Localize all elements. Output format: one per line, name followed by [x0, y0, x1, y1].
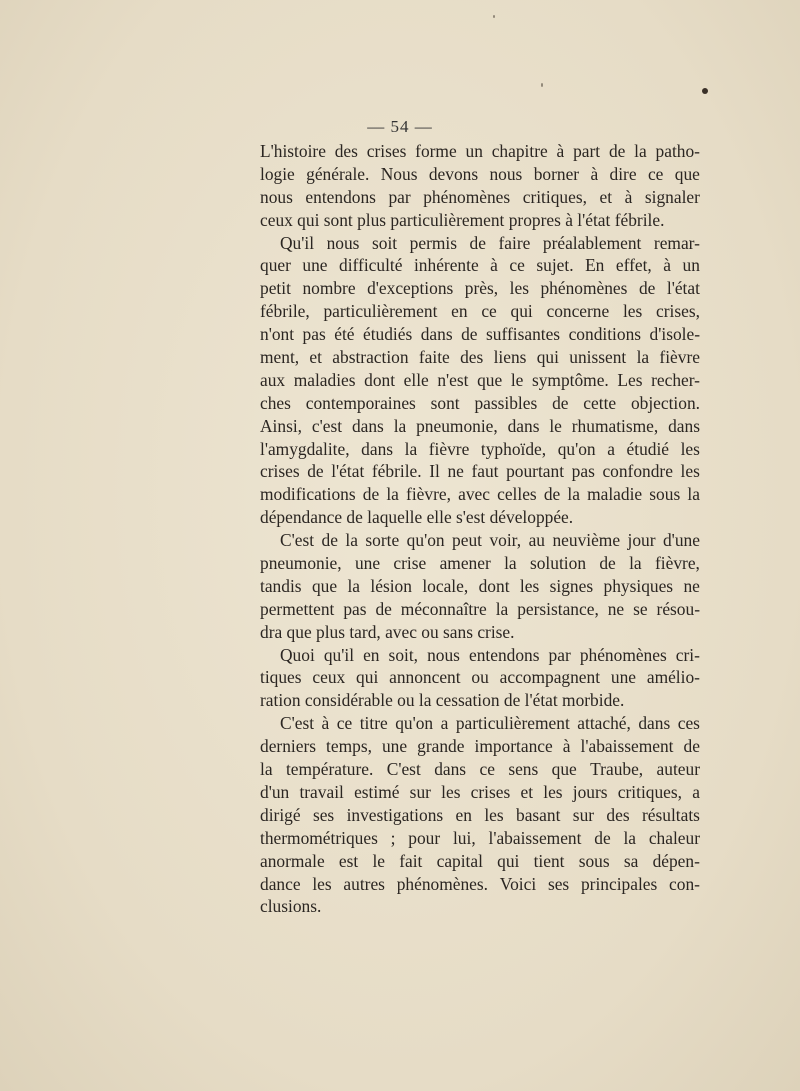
text-line: L'histoire des crises forme un chapitre à part de la patho-: [260, 141, 700, 161]
text-line: dépendance de laquelle elle s'est développée.: [260, 507, 574, 528]
text-line: quer une difficulté inhérente à ce sujet. En effet, à un: [260, 255, 700, 276]
text-line: Qu'il nous soit permis de faire préalablement remar-: [280, 232, 700, 253]
text-line: l'amygdalite, dans la fièvre typhoïde, qu'on a étudié les: [260, 438, 700, 459]
paragraph: [260, 644, 700, 713]
text-line: permettent pas de méconnaître la persistance, ne se résou-: [260, 598, 700, 619]
page-number: — 54 —: [367, 117, 433, 136]
text-line: ration considérable ou la cessation de l'état morbide.: [260, 690, 625, 711]
text-line: modifications de la fièvre, avec celles de la maladie sous la: [260, 484, 700, 505]
text-line: derniers temps, une grande importance à l'abaissement de: [260, 736, 700, 757]
paragraph: [260, 140, 700, 232]
text-line: logie générale. Nous devons nous borner à dire ce que: [260, 163, 700, 184]
text-line: dra que plus tard, avec ou sans crise.: [260, 621, 515, 642]
text-line: pneumonie, une crise amener la solution de la fièvre,: [260, 553, 700, 574]
text-line: dirigé ses investigations en les basant sur des résultats: [260, 804, 700, 825]
text-line: fébrile, particulièrement en ce qui concerne les crises,: [260, 301, 700, 322]
text-line: Ainsi, c'est dans la pneumonie, dans le rhumatisme, dans: [260, 415, 700, 436]
text-line: petit nombre d'exceptions près, les phénomènes de l'état: [260, 278, 700, 299]
paragraph: [260, 232, 700, 530]
body-text: [260, 140, 700, 918]
text-line: aux maladies dont elle n'est que le symptôme. Les recher-: [260, 369, 700, 390]
ink-speck: [702, 88, 708, 94]
text-line: n'ont pas été étudiés dans de suffisantes conditions d'isole-: [260, 324, 700, 345]
text-line: d'un travail estimé sur les crises et les jours critiques, a: [260, 781, 700, 802]
paragraph: [260, 712, 700, 918]
text-line: ceux qui sont plus particulièrement propres à l'état fébrile.: [260, 209, 665, 230]
text-line: Quoi qu'il en soit, nous entendons par phénomènes cri-: [280, 644, 700, 665]
text-line: crises de l'état fébrile. Il ne faut pourtant pas confondre les: [260, 461, 700, 482]
text-line: ches contemporaines sont passibles de cette objection.: [260, 392, 700, 413]
text-line: anormale est le fait capital qui tient sous sa dépen-: [260, 850, 700, 871]
text-line: la température. C'est dans ce sens que Traube, auteur: [260, 759, 700, 780]
text-line: thermométriques ; pour lui, l'abaissement de la chaleur: [260, 827, 700, 848]
text-line: clusions.: [260, 896, 322, 917]
ink-speck: [541, 83, 543, 87]
ink-speck: [493, 15, 495, 18]
text-line: C'est à ce titre qu'on a particulièrement attaché, dans ces: [280, 713, 700, 734]
paragraph: [260, 529, 700, 643]
text-line: dance les autres phénomènes. Voici ses principales con-: [260, 873, 700, 894]
text-line: tandis que la lésion locale, dont les signes physiques ne: [260, 575, 700, 596]
text-line: tiques ceux qui annoncent ou accompagnent une amélio-: [260, 667, 700, 688]
text-line: ment, et abstraction faite des liens qui unissent la fièvre: [260, 347, 700, 368]
text-line: C'est de la sorte qu'on peut voir, au neuvième jour d'une: [280, 530, 700, 551]
text-line: nous entendons par phénomènes critiques, et à signaler: [260, 186, 700, 207]
